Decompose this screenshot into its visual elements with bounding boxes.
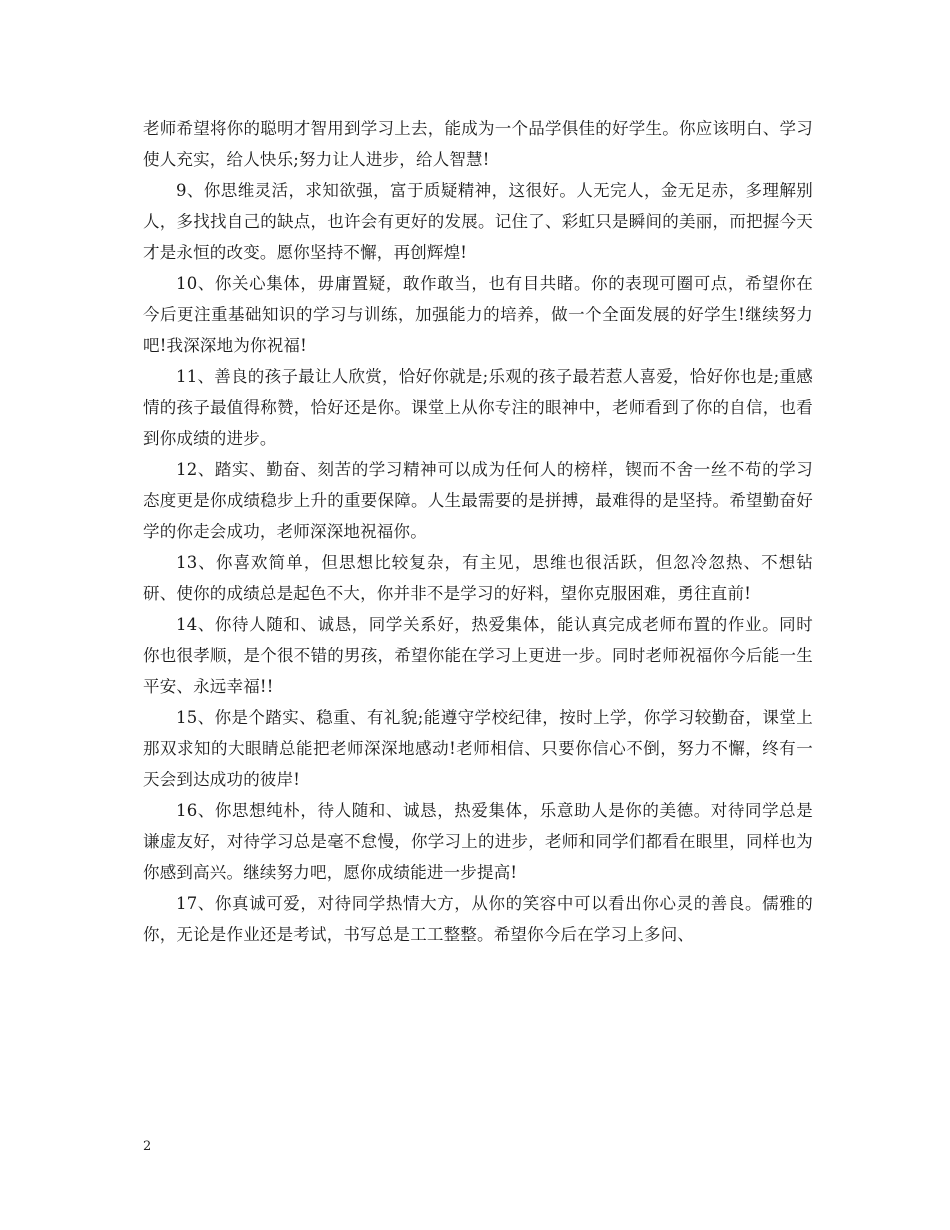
paragraph: 9、你思维灵活，求知欲强，富于质疑精神，这很好。人无完人，金无足赤，多理解别人，多找找自己的缺点，也许会有更好的发展。记住了、彩虹只是瞬间的美丽，而把握今天才是永恒的改变。愿你坚持不懈，再创辉煌!: [143, 181, 813, 262]
paragraph: 11、善良的孩子最让人欣赏，恰好你就是;乐观的孩子最若惹人喜爱，恰好你也是;重感情的孩子最值得称赞，恰好还是你。课堂上从你专注的眼神中，老师看到了你的自信，也看到你成绩的进步。: [143, 367, 813, 448]
paragraph: 17、你真诚可爱，对待同学热情大方，从你的笑容中可以看出你心灵的善良。儒雅的你，无论是作业还是考试，书写总是工工整整。希望你今后在学习上多问、: [143, 894, 813, 944]
paragraph: 10、你关心集体，毋庸置疑，敢作敢当，也有目共睹。你的表现可圈可点，希望你在今后更注重基础知识的学习与训练，加强能力的培养，做一个全面发展的好学生!继续努力吧!我深深地为你祝福!: [143, 274, 813, 355]
paragraph: 16、你思想纯朴，待人随和、诚恳，热爱集体，乐意助人是你的美德。对待同学总是谦虚友好，对待学习总是毫不怠慢，你学习上的进步，老师和同学们都看在眼里，同样也为你感到高兴。继续努力吧，愿你成绩能进一步提高!: [143, 801, 813, 882]
paragraph: 15、你是个踏实、稳重、有礼貌;能遵守学校纪律，按时上学，你学习较勤奋，课堂上那双求知的大眼睛总能把老师深深地感动!老师相信、只要你信心不倒，努力不懈，终有一天会到达成功的彼岸!: [143, 708, 813, 789]
paragraph: 14、你待人随和、诚恳，同学关系好，热爱集体，能认真完成老师布置的作业。同时你也很孝顺，是个很不错的男孩，希望你能在学习上更进一步。同时老师祝福你今后能一生平安、永远幸福!!: [143, 615, 813, 696]
paragraph: 老师希望将你的聪明才智用到学习上去，能成为一个品学俱佳的好学生。你应该明白、学习使人充实，给人快乐;努力让人进步，给人智慧!: [143, 119, 813, 169]
paragraph: 13、你喜欢简单，但思想比较复杂，有主见，思维也很活跃，但忽冷忽热、不想钻研、使你的成绩总是起色不大，你并非不是学习的好料，望你克服困难，勇往直前!: [143, 553, 813, 603]
document-body: [143, 113, 813, 950]
paragraph: 12、踏实、勤奋、刻苦的学习精神可以成为任何人的榜样，锲而不舍一丝不苟的学习态度更是你成绩稳步上升的重要保障。人生最需要的是拼搏，最难得的是坚持。希望勤奋好学的你走会成功，老师深深地祝福你。: [143, 460, 813, 541]
page-number: 2: [143, 1139, 152, 1154]
